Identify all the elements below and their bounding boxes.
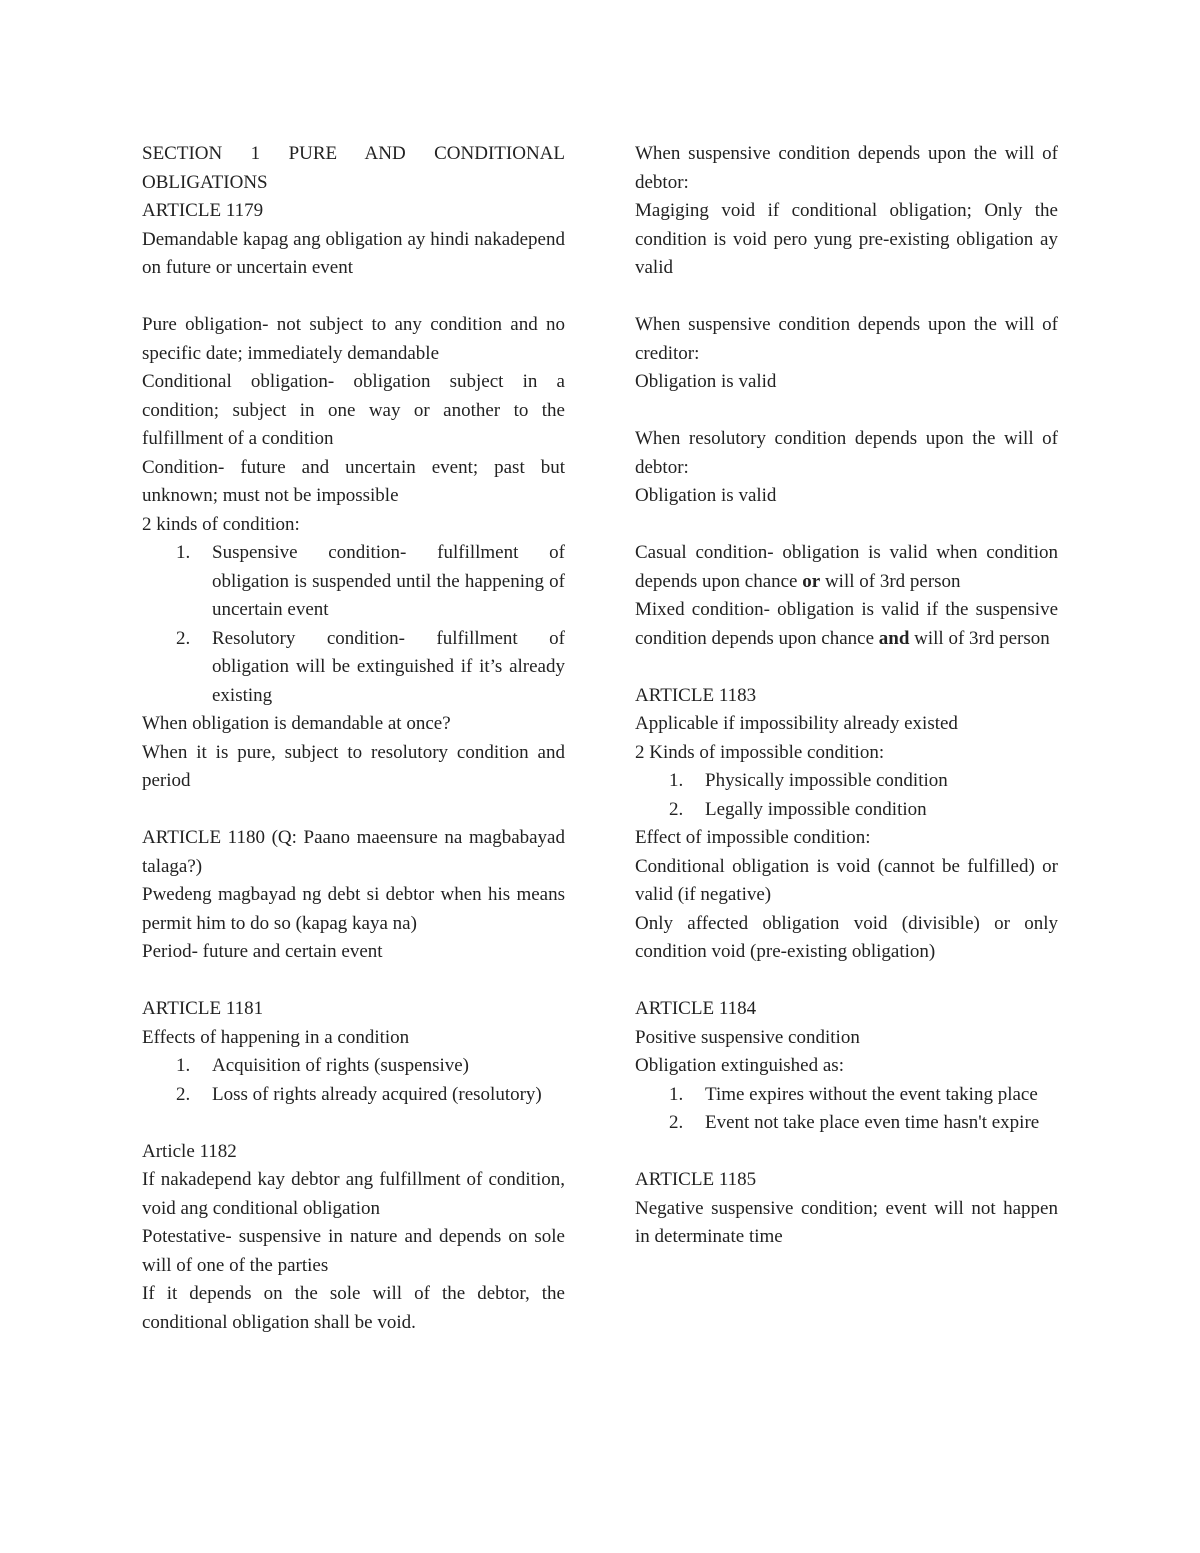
article-1181-heading: ARTICLE 1181 [142, 998, 264, 1019]
article-1180-text: Pwedeng magbayad ng debt si debtor when his means permit him to do so (kapag kaya na) [142, 884, 565, 934]
effect-heading: Effect of impossible condition: [635, 827, 871, 848]
list-item: 1. Physically impossible condition [669, 770, 948, 791]
potestative-definition: Potestative- suspensive in nature and depends on sole will of one of the parties [142, 1226, 565, 1276]
list-item: 1. Acquisition of rights (suspensive) [176, 1055, 470, 1076]
casual-condition-definition: Casual condition- obligation is valid when condition depends upon chance or will of 3rd person [635, 542, 1058, 592]
article-1184-heading: ARTICLE 1184 [635, 998, 757, 1019]
suspensive-debtor-text: Magiging void if conditional obligation; Only the condition is void pero yung pre-existing obligation ay valid [635, 200, 1058, 278]
article-1183-heading: ARTICLE 1183 [635, 684, 757, 706]
pure-obligation-definition: Pure obligation- not subject to any condition and no specific date; immediately demandable [142, 314, 565, 364]
suspensive-debtor-heading: When suspensive condition depends upon the will of debtor: [635, 143, 1058, 193]
article-1185-heading: ARTICLE 1185 [635, 1169, 757, 1190]
resolutory-debtor-text: Obligation is valid [635, 485, 777, 506]
article-1184-text: Positive suspensive condition [635, 1026, 860, 1048]
conditional-obligation-definition: Conditional obligation- obligation subject in a condition; subject in one way or another to the fulfillment of a condition [142, 371, 565, 449]
mixed-condition-definition: Mixed condition- obligation is valid if the suspensive condition depends upon chance and will of 3rd person [635, 599, 1058, 649]
list-item: 1. Time expires without the event taking place [669, 1083, 1038, 1105]
effect-text-2: Only affected obligation void (divisible) or only condition void (pre-existing obligation) [635, 912, 1058, 962]
extinguished-list [635, 1081, 1058, 1138]
article-1179-text: Demandable kapag ang obligation ay hindi nakadepend on future or uncertain event [142, 228, 565, 278]
demandable-question: When obligation is demandable at once? [142, 713, 451, 734]
article-1182-text: If nakadepend kay debtor ang fulfillment of condition, void ang conditional obligation [142, 1169, 565, 1219]
extinguished-heading: Obligation extinguished as: [635, 1055, 844, 1076]
resolutory-debtor-heading: When resolutory condition depends upon the will of debtor: [635, 428, 1058, 478]
article-1183-text: Applicable if impossibility already existed [635, 713, 958, 734]
section-title: SECTION 1 PURE AND CONDITIONAL OBLIGATIONS [142, 143, 565, 193]
article-1180-heading: ARTICLE 1180 (Q: Paano maeensure na magbabayad talaga?) [142, 827, 565, 877]
list-item: 2. Loss of rights already acquired (resolutory) [176, 1083, 542, 1105]
suspensive-creditor-heading: When suspensive condition depends upon the will of creditor: [635, 314, 1058, 364]
article-1182-heading: Article 1182 [142, 1140, 237, 1162]
condition-definition: Condition- future and uncertain event; past but unknown; must not be impossible [142, 456, 565, 506]
right-column [635, 140, 1058, 1252]
period-definition: Period- future and certain event [142, 941, 383, 962]
sole-will-rule: If it depends on the sole will of the debtor, the conditional obligation shall be void. [142, 1283, 565, 1333]
demandable-answer: When it is pure, subject to resolutory condition and period [142, 741, 565, 791]
list-item: 1. Suspensive condition- fulfillment of obligation is suspended until the happening of uncertain event [176, 542, 565, 620]
impossible-condition-list [635, 767, 1058, 824]
kinds-of-condition-list [142, 539, 565, 710]
kinds-of-condition-intro: 2 kinds of condition: [142, 513, 300, 535]
list-item: 2. Event not take place even time hasn't expire [669, 1112, 1040, 1133]
suspensive-creditor-text: Obligation is valid [635, 371, 777, 392]
effects-list [142, 1052, 565, 1109]
list-item: 2. Resolutory condition- fulfillment of obligation will be extinguished if it’s already existing [176, 627, 565, 706]
article-1185-text: Negative suspensive condition; event will not happen in determinate time [635, 1197, 1058, 1247]
article-1181-text: Effects of happening in a condition [142, 1026, 410, 1048]
impossible-condition-intro: 2 Kinds of impossible condition: [635, 741, 885, 763]
left-column [142, 140, 565, 1337]
list-item: 2. Legally impossible condition [669, 798, 927, 820]
article-1179-heading: ARTICLE 1179 [142, 200, 264, 221]
effect-text-1: Conditional obligation is void (cannot be fulfilled) or valid (if negative) [635, 855, 1058, 905]
